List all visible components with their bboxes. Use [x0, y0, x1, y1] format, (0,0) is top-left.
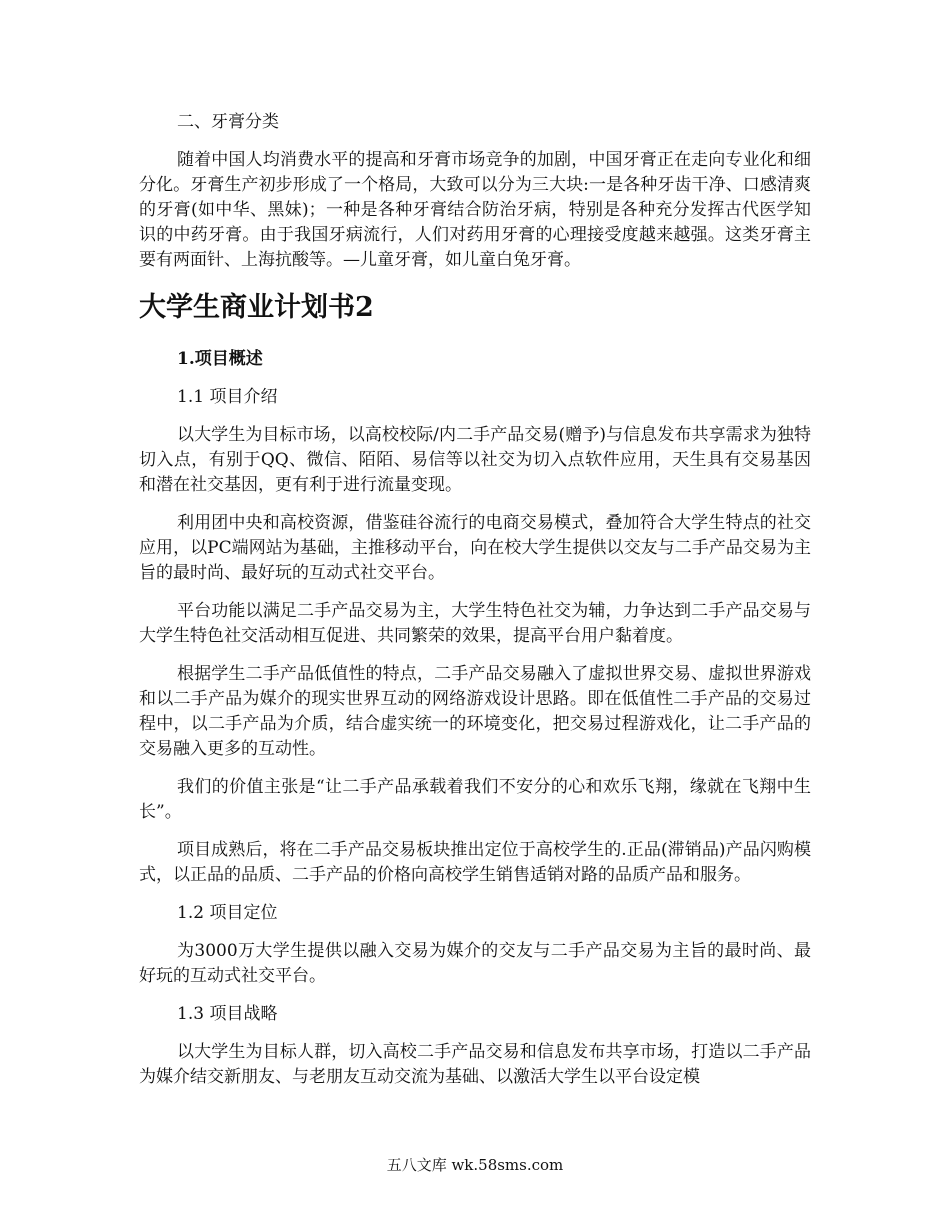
intro-paragraph-1: 以大学生为目标市场，以高校校际/内二手产品交易(赠予)与信息发布共享需求为独特切入点，有别于QQ、微信、陌陌、易信等以社交为切入点软件应用，天生具有交易基因和潜在社交基因，更有利于进行流量变现。 — [139, 425, 811, 495]
intro-paragraph-4: 根据学生二手产品低值性的特点，二手产品交易融入了虚拟世界交易、虚拟世界游戏和以二手产品为媒介的现实世界互动的网络游戏设计思路。即在低值性二手产品的交易过程中，以二手产品为介质，结合虚实统一的环境变化，把交易过程游戏化，让二手产品的交易融入更多的互动性。 — [139, 664, 811, 759]
section-heading: 二、牙膏分类 — [177, 112, 279, 132]
strategy-paragraph: 以大学生为目标人群，切入高校二手产品交易和信息发布共享市场，打造以二手产品为媒介结交新朋友、与老朋友互动交流为基础、以激活大学生以平台设定模 — [139, 1042, 811, 1087]
intro-paragraph-6: 项目成熟后，将在二手产品交易板块推出定位于高校学生的.正品(滞销品)产品闪购模式，以正品的品质、二手产品的价格向高校学生销售适销对路的品质产品和服务。 — [139, 840, 811, 885]
intro-paragraph-5: 我们的价值主张是“让二手产品承载着我们不安分的心和欢乐飞翔，缘就在飞翔中生长”。 — [139, 777, 811, 822]
intro-paragraph-3: 平台功能以满足二手产品交易为主，大学生特色社交为辅，力争达到二手产品交易与大学生特色社交活动相互促进、共同繁荣的效果，提高平台用户黏着度。 — [139, 601, 811, 646]
footer-watermark: 五八文库 wk.58sms.com — [386, 1156, 564, 1174]
intro-subheading: 1.1 项目介绍 — [177, 387, 278, 407]
position-paragraph: 为3000万大学生提供以融入交易为媒介的交友与二手产品交易为主旨的最时尚、最好玩的互动式社交平台。 — [139, 941, 811, 986]
intro-paragraph: 随着中国人均消费水平的提高和牙膏市场竞争的加剧，中国牙膏正在走向专业化和细分化。牙膏生产初步形成了一个格局，大致可以分为三大块:一是各种牙齿干净、口感清爽的牙膏(如中华、黑妹)；一种是各种牙膏结合防治牙病，特别是各种充分发挥古代医学知识的中药牙膏。由于我国牙病流行，人们对药用牙膏的心理接受度越来越强。这类牙膏主要有两面针、上海抗酸等。—儿童牙膏，如儿童白兔牙膏。 — [139, 150, 811, 270]
document-page — [139, 110, 811, 1103]
intro-paragraph-2: 利用团中央和高校资源，借鉴硅谷流行的电商交易模式，叠加符合大学生特点的社交应用，以PC端网站为基础，主推移动平台，向在校大学生提供以交友与二手产品交易为主旨的最时尚、最好玩的互动式社交平台。 — [139, 513, 811, 583]
position-subheading: 1.2 项目定位 — [177, 903, 278, 923]
document-title: 大学生商业计划书2 — [139, 292, 374, 323]
strategy-subheading: 1.3 项目战略 — [177, 1004, 278, 1024]
overview-heading: 1.项目概述 — [177, 349, 263, 369]
